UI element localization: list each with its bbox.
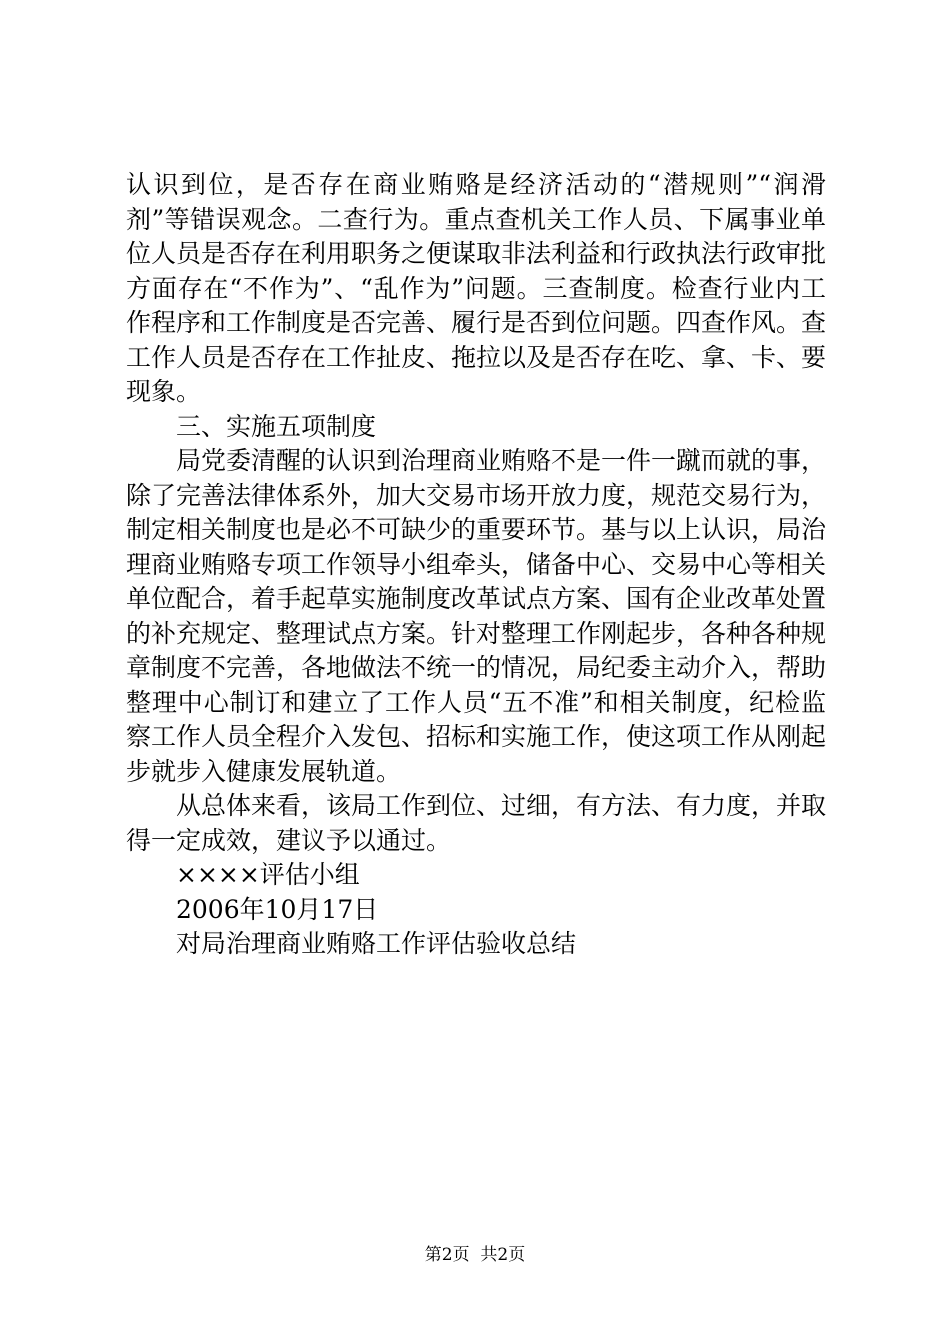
document-body xyxy=(126,168,826,962)
section-heading-three: 三、实施五项制度 xyxy=(176,411,377,441)
paragraph-system-building: 局党委清醒的认识到治理商业贿赂不是一件一蹴而就的事，除了完善法律体系外，加大交易市场开放力度，规范交易行为，制定相关制度也是必不可缺少的重要环节。基与以上认识，局治理商业贿赂专项工作领导小组牵头，储备中心、交易中心等相关单位配合，着手起草实施制度改革试点方案、国有企业改革处置的补充规定、整理试点方案。针对整理工作刚起步，各种各种规章制度不完善，各地做法不统一的情况，局纪委主动介入，帮助整理中心制订和建立了工作人员“五不准”和相关制度，纪检监察工作人员全程介入发包、招标和实施工作，使这项工作从刚起步就步入健康发展轨道。 xyxy=(126,446,827,786)
signature-group: ××××评估小组 xyxy=(176,860,360,889)
page-footer xyxy=(0,1244,950,1266)
signature-date: 2006年10月17日 xyxy=(176,894,379,924)
paragraph-continuation: 认识到位，是否存在商业贿赂是经济活动的“潜规则”“润滑剂”等错误观念。二查行为。重点查机关工作人员、下属事业单位人员是否存在利用职务之便谋取非法利益和行政执法行政审批方面存在“不作为”、“乱作为”问题。三查制度。检查行业内工作程序和工作制度是否完善、履行是否到位问题。四查作风。查工作人员是否存在工作扯皮、拖拉以及是否存在吃、拿、卡、要现象。 xyxy=(126,170,827,406)
paragraph-conclusion: 从总体来看，该局工作到位、过细，有方法、有力度，并取得一定成效，建议予以通过。 xyxy=(126,791,827,855)
page-number: 第2页 共2页 xyxy=(424,1245,526,1265)
closing-title: 对局治理商业贿赂工作评估验收总结 xyxy=(176,929,577,958)
